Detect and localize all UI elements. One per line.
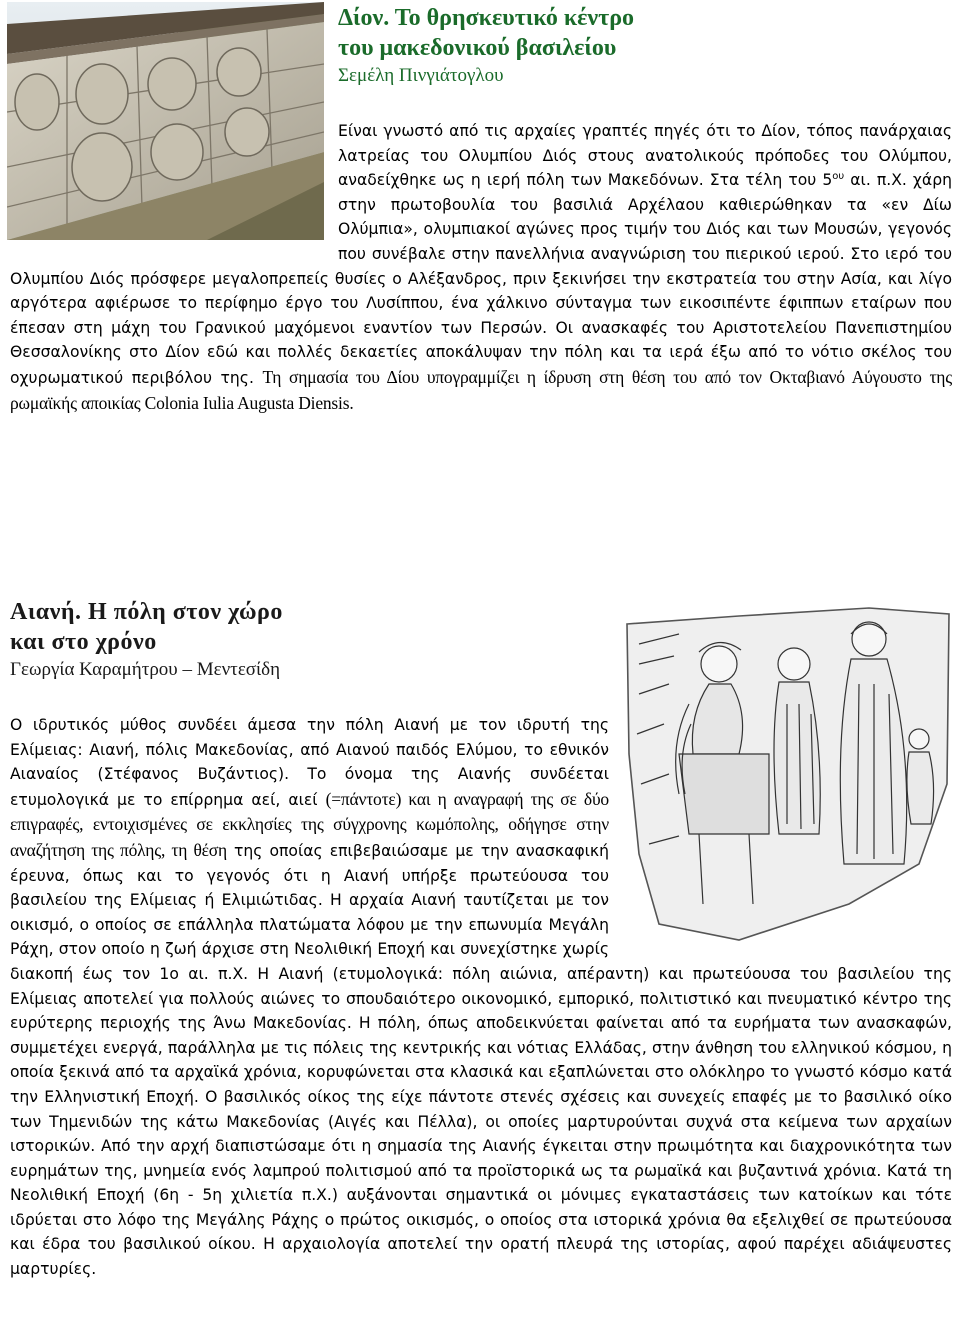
article-title: Αιανή. Η πόλη στον χώρο και στο χρόνο <box>10 599 283 655</box>
article-author: Γεωργία Καραμήτρου – Μεντεσίδη <box>10 659 281 680</box>
photo-stone-wall-shields <box>7 2 324 240</box>
article-aiani <box>10 594 952 1282</box>
article-dion <box>10 0 952 416</box>
article-body: Ο ιδρυτικός μύθος συνδέει άμεσα την πόλη Αιανή με τον ιδρυτή της Ελίμειας: Αιανή, πόλις Μακεδονίας, από Αιανού παιδός Ελύμου, το εθνικόν Αιαναίος (Στέφανος Βυζάντιος). Το όνομα της Αιανής συνδέεται ετυμολογικά με το επίρρημα αεί, αιεί (=πάντοτε) και η αναγραφή της σε δύο επιγραφές, εντοιχισμένες σε εκκλησίες της σύγχρονης κωμόπολης, οδήγησε στην αναζήτηση της πόλης, τη θέση της οποίας επιβεβαιώσαμε με την ανασκαφική έρευνα, όπως και το γεγονός ότι η Αιανή υπήρξε πρωτεύουσα του βασιλείου της Ελίμειας ή Ελιμιώτιδας. Η αρχαία Αιανή ταυτίζεται με τον οικισμό, ο οποίος σε επάλληλα πλατώματα λόφου με την επωνυμία Μεγάλη Ράχη, στον οποίο η ζωή άρχισε στη Νεολιθική Εποχή και συνεχίστηκε χωρίς διακοπή έως τον 1ο αι. π.Χ. Η Αιανή (ετυμολογικά: πόλη αιώνια, απέραντη) και πρωτεύουσα του βασιλείου της Ελίμειας αποτελεί για πολλούς αιώνες το σπουδαιότερο οικονομικό, εμπορικό, πολιτιστικό και πνευματικό κέντρο της ευρύτερης περιοχής της Άνω Μακεδονίας. Η πόλη, όπως αποδεικνύεται φαίνεται από τα ευρήματα των ανασκαφών, συμμετέχει ενεργά, παράλληλα με τις πόλεις της κεντρικής και νότιας Ελλάδας, στην άνθηση του ελληνικού κόσμου, η οποία ξεκινά από τα αρχαϊκά χρόνια, κορυφώνεται στα κλασικά και εξαπλώνεται στο ολόκληρο το γνωστό κόσμο κατά την Ελληνιστική Εποχή. Ο βασιλικός οίκος της είχε πάντοτε στενές σχέσεις και συνεχείς επαφές με το βασιλικό οίκο των Τημενιδών της κάτω Μακεδονίας (Αιγές και Πέλλα), οι οποίες μαρτυρούνται συχνά στα κείμενα των αρχαίων ιστορικών. Από την αρχή διαπιστώσαμε ότι η σημασία της Αιανής έγκειται στην πρωιμότητα και διαχρονικότητα των ευρημάτων της, μνημεία ενός λαμπρού πολιτισμού από τα προϊστορικά ως τα ρωμαϊκά και βυζαντινά χρόνια. Κατά τη Νεολιθική Εποχή (6η - 5η χιλιετία π.Χ.) αυξάνονται σημαντικά οι μόνιμες εγκαταστάσεις των κατοίκων και τότε ιδρύεται στο λόφο της Μεγάλης Ράχης ο πρώτος οικισμός, ο οποίος στα ιστορικά χρόνια θα εξελιχθεί σε πρωτεύουσα και έδρα του βασιλικού οίκου. Η αρχαιολογία αποτελεί την ορατή πλευρά της ιστορίας, αφού παρέχει αδιάψευστες μαρτυρίες. <box>10 716 952 1279</box>
drawing-relief-figures <box>619 604 954 942</box>
article-title: Δίον. Το θρησκευτικό κέντρο του μακεδονικού βασιλείου <box>338 5 635 61</box>
article-body: Είναι γνωστό από τις αρχαίες γραπτές πηγές ότι το Δίον, τόπος πανάρχαιας λατρείας του Ολυμπίου Διός στους ανατολικούς πρόποδες του Ολύμπου, αναδείχθηκε ως η ιερή πόλη των Μακεδόνων. Στα τέλη του $5^{o\upsilon}$ αι. π.Χ. χάρη στην πρωτοβουλία του βασιλιά Αρχέλαου καθιερώθηκαν τα «εν Δίω Ολύμπια», ολυμπιακοί αγώνες προς τιμήν του Διός και των Μουσών, γεγονός που συνέβαλε στην πανελλήνια αναγνώριση του πιερικού ιερού. Στο ιερό του Ολυμπίου Διός πρόσφερε μεγαλοπρεπείς θυσίες ο Αλέξανδρος, πριν ξεκινήσει την εκστρατεία του στην Ασία, και λίγο αργότερα αφιέρωσε το περίφημο έργο του Λυσίππου, ένα χάλκινο σύνταγμα των εικοσιπέντε έφιππων εταίρων που έπεσαν στη μάχη του Γρανικού μαχόμενοι εναντίον των Περσών. Οι ανασκαφές του Αριστοτελείου Πανεπιστημίου Θεσσαλονίκης στο Δίον εδώ και πολλές δεκαετίες αποκάλυψαν την πόλη και τα ιερά έξω από το νότιο σκέλος του οχυρωματικού περιβόλου της. Τη σημασία του Δίου υπογραμμίζει η ίδρυση στη θέση του από τον Οκταβιανό Αύγουστο της ρωμαϊκής αποικίας Colonia Iulia Augusta Diensis. <box>10 122 952 413</box>
article-author: Σεμέλη Πινγιάτογλου <box>338 65 504 86</box>
